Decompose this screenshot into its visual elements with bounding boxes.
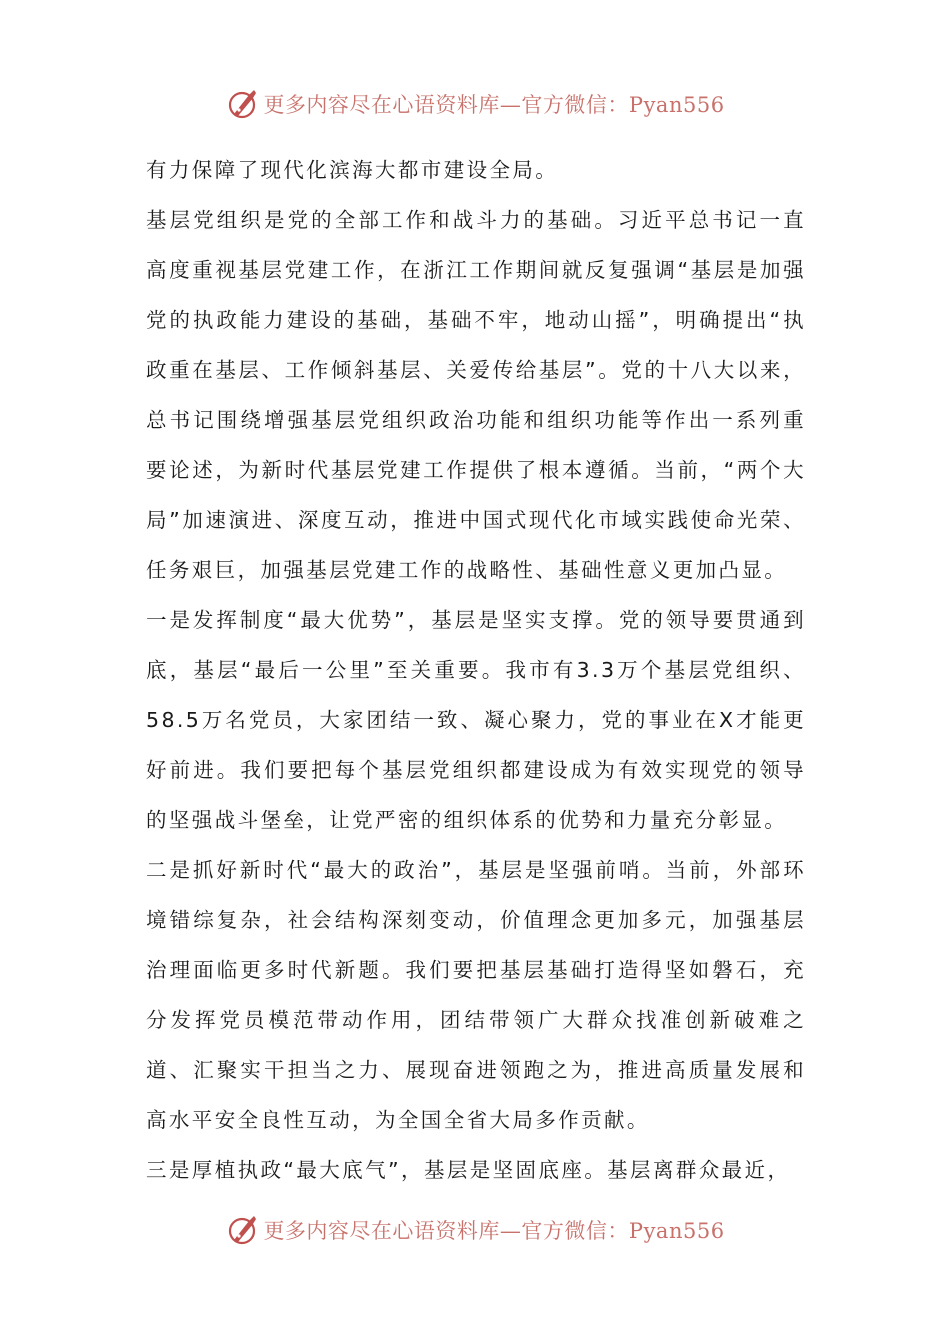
paragraph-point-two: 二是抓好新时代“最大的政治”，基层是坚强前哨。当前，外部环境错综复杂，社会结构深刻变动，价值理念更加多元，加强基层治理面临更多时代新题。我们要把基层基础打造得坚如磐石，充分发挥党员模范带动作用，团结带领广大群众找准创新破难之道、汇聚实干担当之力、展现奋进领跑之为，推进高质量发展和高水平安全良性互动，为全国全省大局多作贡献。 [146,858,806,1132]
header-banner-text: 更多内容尽在心语资料库—官方微信：Pyan556 [263,93,725,117]
footer-banner [0,1210,950,1250]
header-banner [0,84,950,124]
paragraph-point-one: 一是发挥制度“最大优势”，基层是坚实支撑。党的领导要贯通到底，基层“最后一公里”至关重要。我市有3.3万个基层党组织、58.5万名党员，大家团结一致、凝心聚力，党的事业在X才能更好前进。我们要把每个基层党组织都建设成为有效实现党的领导的坚强战斗堡垒，让党严密的组织体系的优势和力量充分彰显。 [146,608,806,832]
paragraph-point-three: 三是厚植执政“最大底气”，基层是坚固底座。基层离群众最近， [146,1158,791,1182]
pen-nib-logo-icon [225,1213,259,1247]
paragraph-continuation: 有力保障了现代化滨海大都市建设全局。 [146,158,559,182]
footer-banner-text: 更多内容尽在心语资料库—官方微信：Pyan556 [263,1219,725,1243]
pen-nib-logo-icon [225,87,259,121]
document-body [146,145,806,1195]
paragraph-grassroots-foundation: 基层党组织是党的全部工作和战斗力的基础。习近平总书记一直高度重视基层党建工作，在浙江工作期间就反复强调“基层是加强党的执政能力建设的基础，基础不牢，地动山摇”，明确提出“执政重在基层、工作倾斜基层、关爱传给基层”。党的十八大以来，总书记围绕增强基层党组织政治功能和组织功能等作出一系列重要论述，为新时代基层党建工作提供了根本遵循。当前，“两个大局”加速演进、深度互动，推进中国式现代化市域实践使命光荣、任务艰巨，加强基层党建工作的战略性、基础性意义更加凸显。 [146,208,806,582]
